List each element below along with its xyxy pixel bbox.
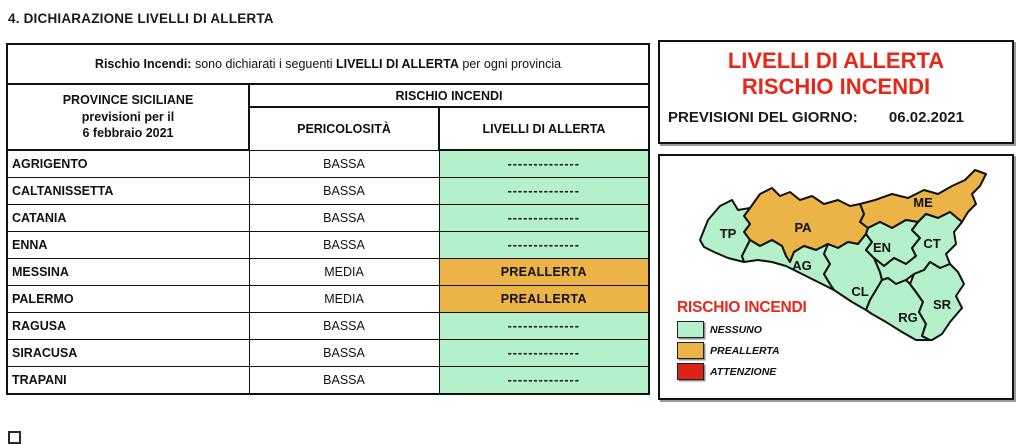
forecast-line	[660, 109, 1012, 126]
province-cell: SIRACUSA	[7, 340, 249, 367]
page-title: 4. DICHIARAZIONE LIVELLI DI ALLERTA	[8, 11, 274, 26]
map-label-ct: CT	[923, 236, 941, 251]
group-header-rischio-incendi: RISCHIO INCENDI	[249, 84, 649, 107]
map-label-rg: RG	[898, 310, 918, 325]
allerta-cell: PREALLERTA	[439, 286, 649, 313]
allerta-cell: --------------	[439, 367, 649, 395]
legend-swatch-nessuno	[677, 321, 704, 338]
allerta-cell: --------------	[439, 205, 649, 232]
panel-title-line-2: RISCHIO INCENDI	[741, 74, 931, 99]
province-cell: MESSINA	[7, 259, 249, 286]
sicily-map-box	[658, 154, 1014, 400]
map-label-en: EN	[872, 240, 892, 255]
pericolosita-cell: BASSA	[249, 150, 439, 178]
table-row	[7, 313, 649, 340]
province-cell: TRAPANI	[7, 367, 249, 395]
legend-item-attenzione	[677, 363, 776, 380]
table-row	[7, 232, 649, 259]
provinces-header-line-1: PROVINCE SICILIANE	[62, 93, 194, 108]
allerta-cell: --------------	[439, 178, 649, 205]
sicily-map	[660, 156, 1012, 398]
allerta-cell: --------------	[439, 232, 649, 259]
provinces-header-line-3: 6 febbraio 2021	[82, 126, 174, 141]
table-row	[7, 367, 649, 395]
allerta-cell: --------------	[439, 313, 649, 340]
table-row	[7, 340, 649, 367]
map-label-ag: AG	[792, 258, 812, 273]
alert-panel-title-box	[658, 40, 1014, 144]
legend-item-nessuno	[677, 321, 762, 338]
allerta-cell: --------------	[439, 150, 649, 178]
table-row	[7, 286, 649, 313]
pericolosita-cell: BASSA	[249, 232, 439, 259]
column-header-livelli-allerta: LIVELLI DI ALLERTA	[439, 107, 649, 150]
table-caption-row	[7, 44, 649, 84]
provinces-column-header	[7, 84, 249, 150]
legend-swatch-preallerta	[677, 342, 704, 359]
provinces-header-line-2: previsioni per il	[81, 109, 175, 124]
caption-bold-1: Rischio Incendi:	[94, 56, 192, 71]
map-label-pa: PA	[794, 220, 812, 235]
allerta-cell: --------------	[439, 340, 649, 367]
forecast-label: PREVISIONI DEL GIORNO:	[668, 109, 858, 126]
alert-levels-table	[6, 43, 650, 395]
pericolosita-cell: MEDIA	[249, 286, 439, 313]
legend-label-nessuno: NESSUNO	[710, 323, 762, 336]
table-row	[7, 150, 649, 178]
province-cell: AGRIGENTO	[7, 150, 249, 178]
pericolosita-cell: MEDIA	[249, 259, 439, 286]
legend-label-preallerta: PREALLERTA	[710, 344, 780, 357]
province-cell: PALERMO	[7, 286, 249, 313]
table-row	[7, 178, 649, 205]
table-caption	[7, 44, 649, 84]
pericolosita-cell: BASSA	[249, 178, 439, 205]
legend-swatch-attenzione	[677, 363, 704, 380]
legend-item-preallerta	[677, 342, 780, 359]
province-cell: CALTANISSETTA	[7, 178, 249, 205]
map-legend-title: RISCHIO INCENDI	[677, 299, 807, 316]
province-cell: ENNA	[7, 232, 249, 259]
map-label-sr: SR	[932, 297, 952, 312]
panel-title-line-1: LIVELLI DI ALLERTA	[727, 48, 945, 73]
caption-end: per ogni provincia	[458, 56, 562, 71]
table-header-row-1	[7, 84, 649, 107]
pericolosita-cell: BASSA	[249, 313, 439, 340]
map-label-tp: TP	[719, 226, 737, 241]
caption-bold-2: LIVELLI DI ALLERTA	[336, 56, 459, 71]
pericolosita-cell: BASSA	[249, 367, 439, 395]
table-row	[7, 259, 649, 286]
province-cell: CATANIA	[7, 205, 249, 232]
pericolosita-cell: BASSA	[249, 205, 439, 232]
table-row	[7, 205, 649, 232]
caption-mid: sono dichiarati i seguenti	[191, 56, 336, 71]
checkbox-partial[interactable]	[8, 431, 21, 444]
allerta-cell: PREALLERTA	[439, 259, 649, 286]
pericolosita-cell: BASSA	[249, 340, 439, 367]
table-body	[7, 150, 649, 394]
map-label-cl: CL	[851, 284, 869, 299]
column-header-pericolosita: PERICOLOSITÀ	[249, 107, 439, 150]
province-cell: RAGUSA	[7, 313, 249, 340]
legend-label-attenzione: ATTENZIONE	[710, 365, 777, 378]
forecast-date: 06.02.2021	[888, 109, 964, 126]
map-label-me: ME	[913, 195, 933, 210]
